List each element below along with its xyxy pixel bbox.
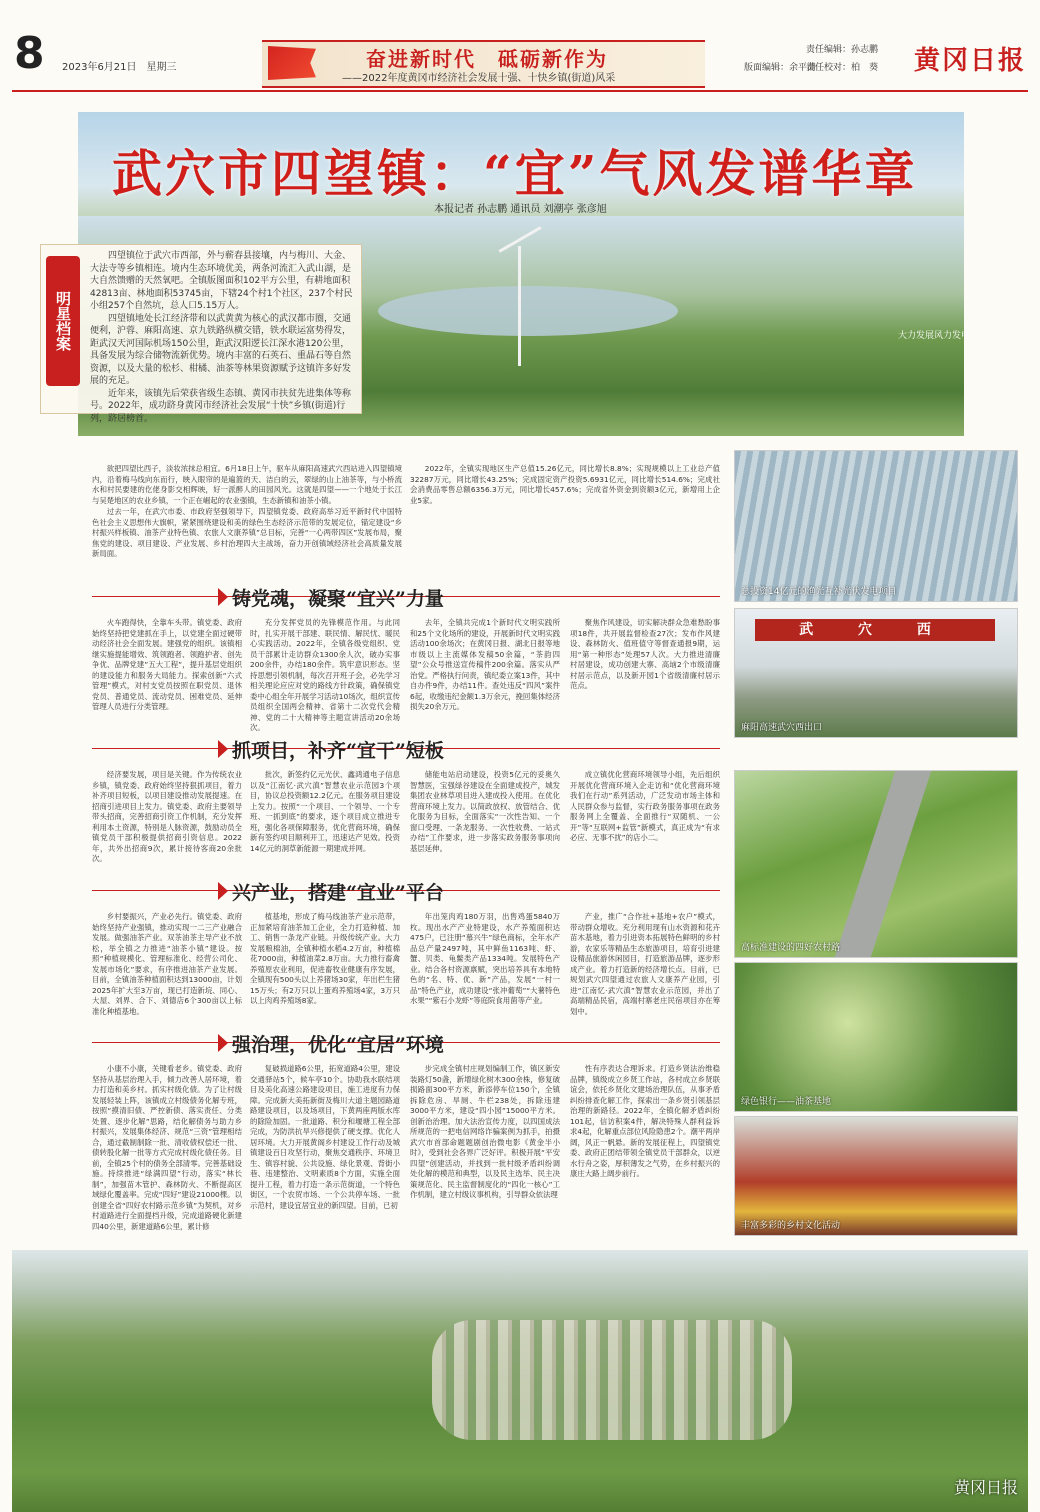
section-column <box>250 1064 400 1244</box>
section-paragraph: 聚焦作风建设，切实解决群众急难愁盼事项18件，共开展监督检查27次；发布作风建设、森林防火、值班值守等督查通报9期，运用“第一种形态”处理57人次。大力推进清廉村居建设，成功创建大寨、高垴2个市级清廉村居示范点，以及新开园1个省级清廉村居示范点。 <box>570 618 720 690</box>
proofreader-credit: 责任校对：柏 葵 <box>806 63 879 73</box>
section-paragraph: 性有序表达合理诉求。打造乡贤法治维稳品牌，镇级成立乡贤工作站，各村成立乡贤联谊会，依托乡贤化文建场治理队伍，从事矛盾纠纷排查化解工作，探索出一条乡贤引领基层治理的新路径。2022年，全镇化解矛盾纠纷101起，信访积案4件，解决特殊人群利益诉求4起，化解重点部位风险隐患2个。潮平两岸阔，风正一帆悬。新的发展征程上，四望镇党委、政府正团结带领全镇党员干部群众，以逆水行舟之姿，厚积薄发之气势，在乡村振兴的康庄大路上阔步前行。 <box>570 1064 720 1178</box>
section-paragraph: 产业，推广“合作社+基地+农户”模式，带动群众增收。充分利用现有山水资源和花卉苗木基地，着力引进资本拓展特色鲜明的乡村游，农家乐等精品生态旅游项目，培育引进建设精品旅游休闲园目，打造旅游品牌，逐步形成产业。着力打造新的经济增长点。目前，已规划武穴四望通过农旅人文康养产业园，引进“江南忆·武穴滇”智慧农业示范园，并出了高端精品民宿，高端村寨老庄民宿项目亦在筹划中。 <box>570 912 720 1016</box>
section-paragraph: 火车跑得快，全靠车头带。镇党委、政府始终坚持把党建抓在手上，以党建全面过硬带动经济社会全面发展。建强党的组织。该镇相继实施提能增效、筑领跑者、领跑护者、创先争优、品牌党建”五大工程”，提升基层党组织的建设能力和服务大局能力。探索创新“六式管理”模式，对村支党员按照在职党员、退休党员、普通党员、流动党员、困难党员、延伸管理人员进行分类管理。 <box>92 618 242 711</box>
culture-event-photo <box>734 1116 1018 1236</box>
toll-gate-sign: 武 穴 西 <box>755 619 995 641</box>
photo-caption: 绿色银行——油茶基地 <box>741 1097 832 1107</box>
profile-paragraph: 四望镇位于武穴市西部，外与蕲春县接壤，内与梅川、大金、大法寺等乡镇相连。境内生态环境优美，两条河流汇入武山湖，是大自然馈赠的天然氧吧。全镇版图面积102平方公里，有耕地面积42813亩、林地面积53745亩，下辖24个村1个社区，237个村民小组257个自然坑，总人口5.15万人。 <box>90 251 353 311</box>
section-paragraph: 乡村要振兴，产业必先行。镇党委、政府始终坚持产业强镇，推动实现一二三产业融合发展。做强油茶产业。双茶油茶主导产业不放松，举全镇之力推进“油茶小镇”建设。按照“种植规模化、管理标准化、经营公司化、发展市场化”要求，有序推进油茶产业发展。目前，全镇油茶种植面积达到13000亩，计划2025年扩大至3万亩，现已打造新垸、同心、大屋、刘界、合下、刘德店6个300亩以上标准化种植基地。 <box>92 912 242 1016</box>
rural-road-photo <box>734 770 1018 958</box>
editor-credit: 责任编辑：孙志鹏 <box>806 45 879 55</box>
section-paragraph: 植基地，形成了梅马线油茶产业示范带，正加紧培育油茶加工企业，全力打造种植、加工、销售一条龙产业链。升级传统产业。大力发展粮棉油，全镇种植水稻4.2万亩，种植棉花7000亩，种植油菜2.8万亩。大力推行畜禽养殖原农业利用，促进畜牧业健康有序发展，全镇现有500头以上养猪场30家，年出栏生猪15万头；有2万只以上蛋鸡养殖场4家，3万只以上肉鸡养殖场8家。 <box>250 912 400 1005</box>
section-paragraph: 步完成全镇村庄规划编制工作，镇区新安装路灯50盏，新增绿化树木300余株，修复破损路面300平方米，新添停车位150个，全镇拆除危房、旱厕、牛栏238处，拆除违建3000平方米，建设“四小园”15000平方米。创新治治理。加大法治宣传力度，以四国成法所规范的一把电信网络诈骗案例为抓手，拍摄武穴市首部命题题剧创治微电影《黄金半小时》，受到社会各界广泛好评。积极开展“平安四望”创建活动，并找到一批村级矛盾纠纷调处化解的模范和典型，以及民主选举、民主决策规范化、民主监督制度化的“四化一核心”工作机制，建立村级议事机构，引导群众依法理 <box>410 1064 560 1199</box>
section-column <box>92 1064 242 1244</box>
section-paragraph: 成立镇优化营商环境领导小组，先后组织开展优化营商环境入企走访和“优化营商环境我们在行动”系列活动，广泛发动市场主体和人民群众参与监督，实行政务服务事项在政务服务网上全覆盖、全面推行“双随机、一公开”等“互联网+监管”新模式，真正成为“有求必应、无事不扰”的店小二。 <box>570 770 720 842</box>
photo-caption: 丰富多彩的乡村文化活动 <box>741 1221 841 1231</box>
lead-column-1 <box>92 464 402 564</box>
section-marker-icon <box>218 588 228 606</box>
road-shape <box>835 771 931 957</box>
page-number: 8 <box>14 28 45 79</box>
section-column <box>250 618 400 732</box>
series-banner <box>262 40 705 88</box>
profile-label: 明星档案 <box>46 256 80 386</box>
section-paragraph: 批次，新签约亿元光伏、鑫鸿通电子信息以及“江南忆·武穴滇”智慧农业示范园3个项目，协议总投资额12.2亿元。在服务项目建设上发力。按照“一个项目、一个领导、一个专班、一抓到底”的要求，逐个项目成立推进专班，强化各项保障服务，优化营商环境，确保新有签约项目顺利开工，迅速达产见效。投资14亿元的洞草新能源一期建成并网。 <box>250 770 400 853</box>
section-column <box>92 912 242 1020</box>
lead-paragraph: 过去一年，在武穴市委、市政府坚强领导下，四望镇党委、政府高举习近平新时代中国特色社会主义思想伟大旗帜，紧紧围绕建设和美的绿色生态经济示范带的发展定位，锚定建设“乡村振兴样板镇、油茶产业特色镇、农旅人文康养镇”总目标，完善“一心两带四区”发展布局，聚焦党的建设、项目建设、产业发展、乡村治理四大主战场，奋力开创镇域经济社会高质量发展新局面。 <box>92 507 402 558</box>
section-title: 抓项目，补齐“宜干”短板 <box>232 740 444 762</box>
solar-farm-photo <box>734 450 1018 602</box>
section-title: 兴产业，搭建“宜业”平台 <box>232 882 444 904</box>
banner-title: 奋进新时代 砥砺新作为 <box>366 47 608 71</box>
town-panorama-photo <box>12 1250 1028 1512</box>
profile-paragraph: 近年来，该镇先后荣获省级生态镇、黄冈市扶贫先进集体等称号。2022年，成功跻身黄冈市经济社会发展“十快”乡镇(街道)行列，跻居榜首。 <box>90 388 352 424</box>
lead-paragraph: 欲把四望比西子，淡妆浓抹总相宜。6月18日上午，驱车从麻阳高速武穴西站进入四望镇境内，沿着梅马线向东而行，映入眼帘的是遍篮的天、洁白的云，翠绿的山上油茶等，与小桥流水和村民要建的仡佬身影交相辉映，好一派醉人的田园风光。这就是四望——一个地处于长江与吴楚地区的农业乡镇，一个正在崛起的农业强镇，生态新镇和油茶小镇。 <box>92 464 402 505</box>
watermark: 黄冈日报 <box>953 1478 1018 1497</box>
section-column <box>570 618 720 726</box>
section-title: 铸党魂，凝聚“宜兴”力量 <box>232 588 444 610</box>
main-headline: 武穴市四望镇：“宜”气风发谱华章 <box>112 144 918 203</box>
section-title: 强治理，优化“宜居”环境 <box>232 1034 444 1056</box>
section-marker-icon <box>218 1034 228 1052</box>
section-column <box>570 770 720 868</box>
oil-tea-base-photo <box>734 962 1018 1112</box>
section-column <box>570 1064 720 1244</box>
toll-gate-photo <box>734 608 1018 738</box>
profile-text <box>90 250 354 424</box>
lead-column-2 <box>410 464 720 564</box>
section-paragraph: 储能电站启动建设，投资5亿元的妥奥久智慧医，宝强绿谷建设在全面建成投产，城发集团农业林草项目进入建成投入使用。在优化营商环境上发力。以简政放权、放管结合、优化服务为目标，全面落实“一次性告知、一个窗口受理、一条龙服务、一次性收费、一站式办结”工作要求，进一步落实政务服务事项向基层延伸。 <box>410 770 560 853</box>
section-column <box>570 912 720 1020</box>
section-column <box>410 1064 560 1244</box>
section-column <box>410 770 560 868</box>
byline: 本报记者 孙志鹏 通讯员 刘潮亭 张彦旭 <box>434 204 607 215</box>
section-marker-icon <box>218 740 228 758</box>
wind-turbine-icon <box>518 246 521 366</box>
section-marker-icon <box>218 882 228 900</box>
profile-paragraph: 四望镇地处长江经济带和以武黄黄为核心的武汉都市圈，交通便利，沪蓉、麻阳高速、京九铁路纵横交错，铁水联运富势得发，距武汉天河国际机场150公里，距武汉阳逻长江深水港120公里，具备发展为综合储物流新优势。境内丰富的石英石、重晶石等自然资源，以及大量的松杉、柑橘、油茶等林果资源赋予这镇许多好发展的充足。 <box>90 313 352 386</box>
section-column <box>250 770 400 868</box>
banner-subtitle: ——2022年度黄冈市经济社会发展十强、十快乡镇(街道)风采 <box>342 73 616 84</box>
photo-caption: 麻阳高速武穴西出口 <box>741 723 823 733</box>
section-column <box>410 912 560 1020</box>
header-rule <box>12 90 1028 92</box>
section-column <box>250 912 400 1020</box>
hero-caption: 大力发展风力发电 <box>898 331 971 341</box>
lead-paragraph: 2022年，全镇实现地区生产总值15.26亿元，同比增长8.8%；实现规模以上工业总产值32287万元，同比增长43.25%；完成固定资产投资5.6931亿元，同比增长514.6%；完成社会消费品零售总额6356.3万元，同比增长457.6%；完成省外资金到资额3亿元，新增用上企业5家。 <box>410 464 720 505</box>
newspaper-logo: 黄冈日报 <box>913 46 1026 76</box>
section-paragraph: 复破损道路6公里，拓宽道路4公里，建设交通驿站5个，候车亭10个。协助我水联结项目及美化高速公路建设项目，施工进度有力保障。完成新大美拓新街及梅川大道主题园路道路建设项目，以及场项目，下黄两座两版水库的除险加固。一批道路、积分和堰塘工程全部完成，为防洪抗旱兴修提供了硬支撑。优化人居环境。大力开展黄阁乡村建设工作行动及城镇建设百日攻坚行动，聚焦交通秩序、环境卫生、镇容村貌、公共设施、绿化景观、背街小巷、违建整治、文明素质8个方面，实施全面提升工程，着力打造一条示范街道，一个特色街区，一个农贸市场、一个公共停车场、一批示范村，建设宜居宜业的新四望。目前，已初 <box>250 1064 400 1210</box>
section-paragraph: 经济要发展，项目是关键。作为传统农业乡镇，镇党委、政府始终坚持狠抓项目，着力补齐项目短板，以项目建设推动发展提速。在招商引进项目上发力。镇党委、政府主要领导带头招商，完善招商引资工作机制，充分发挥利用本土资源，特别是人脉资源，鼓励动员全镇党员干部积极提供招商引资信息。2022年，共外出招商9次，累计接待客商20余批次。 <box>92 770 242 863</box>
section-column <box>92 618 242 726</box>
lake-shape <box>378 286 678 336</box>
photo-caption: 高标准建设的四好农村路 <box>741 943 841 953</box>
section-paragraph: 去年，全镇共完成1个新时代文明实践所和25个文化场所的建设，开展新时代文明实践活动100余场次；在黄冈日报、湖北日报等地市级以上主流媒体发稿50余篇，“茶韵四望”公众号推送宣传稿件200余篇。落实从严治党。严格执行问责，镇纪委立案13件，其中自办件9件，办结11件。查处违反“四风”案件6起，收缴违纪金额1.3万余元，挽回集体经济损失20余万元。 <box>410 618 560 711</box>
section-paragraph: 充分发挥党员的先锋模范作用。与此同时，扎实开展干部建、联民情、解民忧、暖民心实践活动。2022年，全镇各级党组织、党员干部累计走访群众1300余人次，破办实事200余件，办结180余件。筑牢意识形态。坚持思想引领机制，每次召开班子会，必先学习相关理论应应对党的路线方针政策，确保镇党委中心组全年开展学习活动10场次，组织宣传员组织全国两会精神、省第十二次党代会精神、党的二十大精神等主题宣讲活动20余场次。 <box>250 618 400 732</box>
publication-date: 2023年6月21日 星期三 <box>62 62 177 73</box>
photo-caption: 总投资14亿元的渔光互补光伏发电项目 <box>741 587 897 597</box>
village-shape <box>432 1320 792 1440</box>
layout-editor-credit: 版面编辑：余平清 <box>744 63 817 73</box>
flag-icon <box>268 46 316 80</box>
section-paragraph: 年出笼肉鸡180万羽，出售鸡蛋5840万枚。现出水产产业特建设，水产养殖面积达475户，已注册“慕兴牛”绿色商标，全年水产品总产量2497吨，其中鲜鱼1163吨、虾、蟹、贝类、龟鳖类产品1334吨。发展特色产业。结合各村资源禀赋，突出培养具有本地特色的“名、特、优、新”产品，发展“一村一品”特色产业，成功建设“张冲葡萄”“大薯特色水果”“紫石小龙虾”等庭院食用菌等产业。 <box>410 912 560 1005</box>
section-paragraph: 小康不小康，关键看老乡。镇党委、政府坚持从基层治理入手，倾力改善人居环境，着力打造和美乡村。抓实村级化债。为了让村级发展轻装上阵，该镇成立村级债务化解专班，按照“摸清旧债、严控新债、落实责任、分类处置、逐步化解”思路，结化解债务与助力乡村振兴，发展集体经济、规范“三资”管理相结合，通过截制制除一批、清收债权偿还一批、债转股化解一批等方式完成村级化债任务。目前，全镇25个村的债务全部清零。完善基础设施。持续推进“绿满四望”行动，落实“林长制”，加强苗木管护、森林防火、不断提高区域绿化覆盖率。完成“四好”建设21000棵。以创建全省“四好农村路示范乡镇”为契机，对乡村道路进行全面提档升级，完成道路硬化新建四40公里，新建道路6公里，累计修 <box>92 1064 242 1231</box>
section-column <box>92 770 242 868</box>
section-column <box>410 618 560 726</box>
